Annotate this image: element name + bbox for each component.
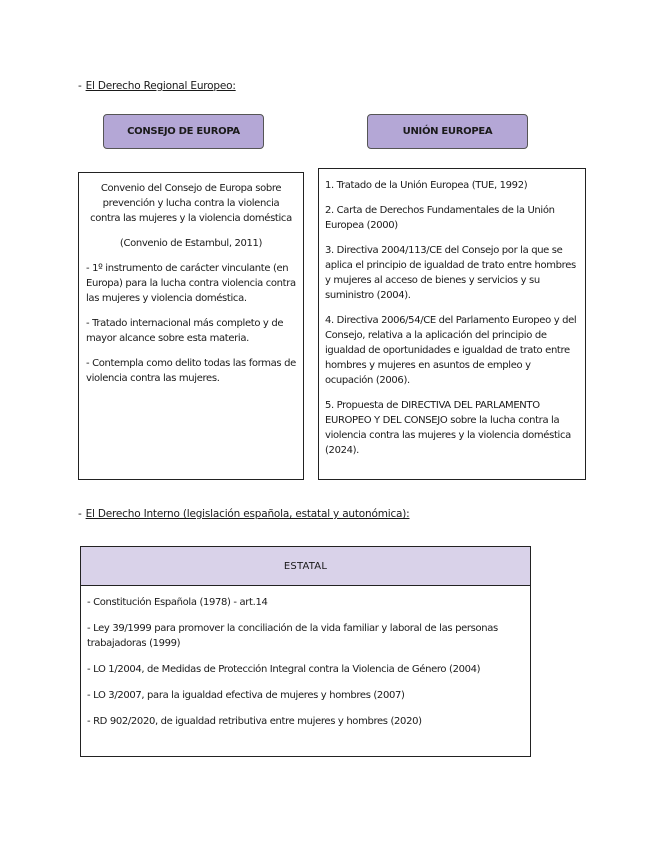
estatal-header: ESTATAL	[81, 547, 530, 586]
ue-item-3: 3. Directiva 2004/113/CE del Consejo por la que se aplica el principio de igualdad de trato entre hombres y mujeres al acceso de bienes y servicios y su suministro (2004).	[325, 245, 576, 301]
coe-title: Convenio del Consejo de Europa sobre prevención y lucha contra la violencia contra las mujeres y la violencia doméstica	[90, 183, 292, 224]
section-heading-regional	[78, 80, 236, 92]
estatal-item-4: - LO 3/2007, para la igualdad efectiva de mujeres y hombres (2007)	[87, 690, 405, 701]
ue-item-2: 2. Carta de Derechos Fundamentales de la Unión Europea (2000)	[325, 205, 555, 231]
estatal-box	[80, 546, 531, 757]
union-europea-box	[318, 168, 586, 480]
ue-item-1: 1. Tratado de la Unión Europea (TUE, 1992)	[325, 180, 528, 191]
ue-item-5: 5. Propuesta de DIRECTIVA DEL PARLAMENTO EUROPEO Y DEL CONSEJO sobre la lucha contra la violencia contra las mujeres y la violencia doméstica (2024).	[325, 400, 571, 456]
estatal-item-5: - RD 902/2020, de igualdad retributiva entre mujeres y hombres (2020)	[87, 716, 422, 727]
coe-point-1: - 1º instrumento de carácter vinculante (en Europa) para la lucha contra violencia contra las mujeres y violencia doméstica.	[86, 263, 296, 304]
coe-point-2: - Tratado internacional más completo y de mayor alcance sobre esta materia.	[86, 318, 284, 344]
heading-dash: -	[78, 80, 82, 92]
heading-dash: -	[78, 508, 82, 520]
union-europea-label: UNIÓN EUROPEA	[367, 114, 528, 149]
coe-point-3: - Contempla como delito todas las formas de violencia contra las mujeres.	[86, 358, 296, 384]
heading-text: El Derecho Interno (legislación española, estatal y autonómica):	[85, 508, 410, 520]
ue-item-4: 4. Directiva 2006/54/CE del Parlamento Europeo y del Consejo, relativa a la aplicación del principio de igualdad de oportunidades e igualdad de trato entre hombres y mujeres en asuntos de empleo y ocupación (2006).	[325, 315, 577, 386]
section-heading-interno	[78, 508, 410, 520]
coe-subtitle: (Convenio de Estambul, 2011)	[119, 238, 263, 249]
heading-text: El Derecho Regional Europeo:	[85, 80, 236, 92]
estatal-item-3: - LO 1/2004, de Medidas de Protección Integral contra la Violencia de Género (2004)	[87, 664, 481, 675]
consejo-europa-box	[78, 172, 304, 480]
consejo-europa-label: CONSEJO DE EUROPA	[103, 114, 264, 149]
estatal-item-1: - Constitución Española (1978) - art.14	[87, 597, 268, 608]
estatal-item-2: - Ley 39/1999 para promover la conciliación de la vida familiar y laboral de las personas trabajadoras (1999)	[87, 623, 498, 649]
